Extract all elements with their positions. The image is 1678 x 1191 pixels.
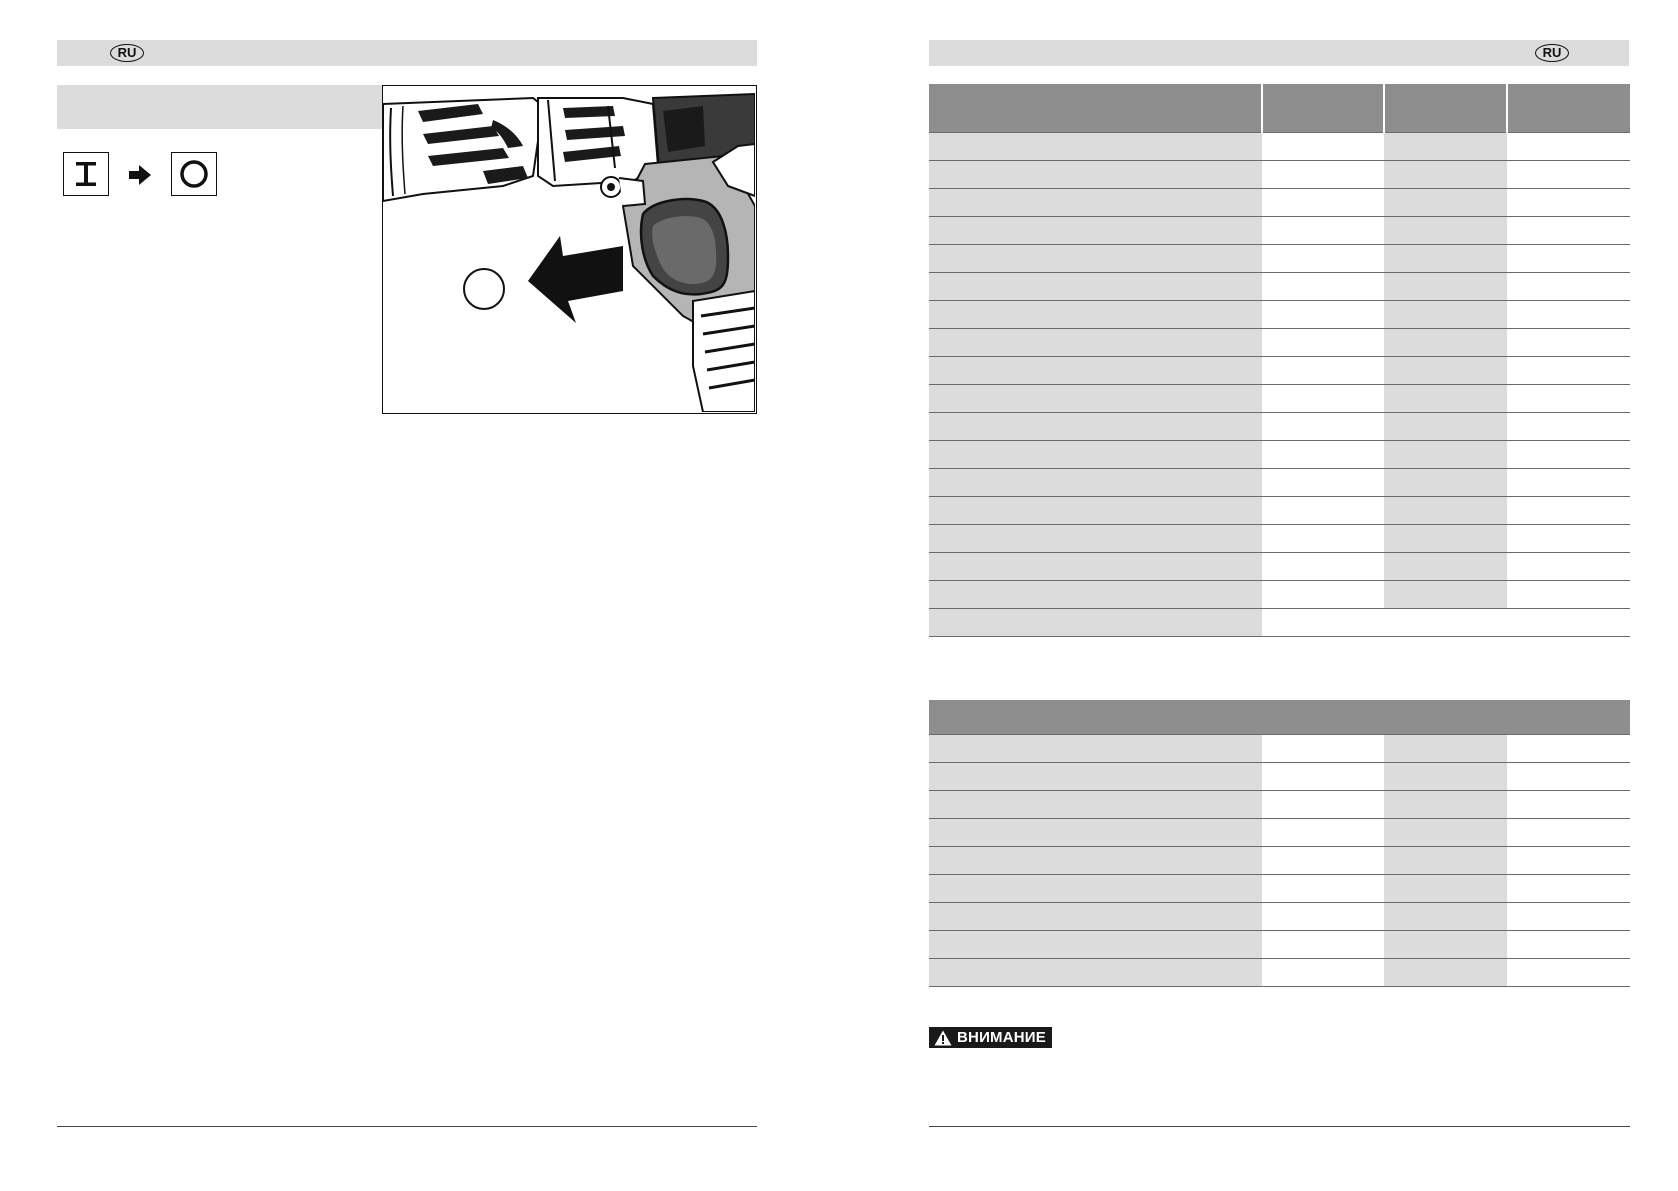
table-cell [929,609,1262,637]
table-cell [1262,525,1384,553]
section-heading [57,85,382,129]
table-row [929,161,1630,189]
table-row [929,609,1630,637]
table-cell [929,525,1262,553]
table-cell [1507,735,1630,763]
language-badge: RU [1535,44,1569,62]
footer-rule [57,1126,757,1127]
table-cell [929,301,1262,329]
table-cell [1507,931,1630,959]
footer-rule [929,1126,1630,1127]
table-cell [1384,791,1507,819]
table-row [929,931,1630,959]
table-cell [1384,497,1507,525]
table-header-row [929,84,1630,133]
callout-circle [464,269,504,309]
table-cell [1384,469,1507,497]
table-header-cell [1384,84,1507,133]
pull-direction-arrow [528,236,623,323]
table-cell [929,763,1262,791]
table-cell [929,413,1262,441]
table-row [929,875,1630,903]
table-row [929,497,1630,525]
table-cell [1262,763,1384,791]
table-cell [1262,581,1384,609]
table-cell [1507,875,1630,903]
table-row [929,959,1630,987]
table-cell [1507,329,1630,357]
table-cell [929,791,1262,819]
table-row [929,581,1630,609]
warning-triangle-icon [934,1030,952,1046]
table-cell [1262,819,1384,847]
table-cell [1507,133,1630,161]
table-cell [1384,413,1507,441]
table-row [929,133,1630,161]
table-cell [1262,875,1384,903]
table-row [929,273,1630,301]
table-row [929,763,1630,791]
language-bar [57,40,757,66]
table-row [929,819,1630,847]
table-cell [929,581,1262,609]
table-cell [1262,735,1384,763]
table-cell [1384,441,1507,469]
table-cell [929,469,1262,497]
table-cell [929,441,1262,469]
table-cell [1262,217,1384,245]
table-cell [1384,217,1507,245]
table-cell [1262,329,1384,357]
table-cell [1262,273,1384,301]
table-cell [1507,903,1630,931]
table-row [929,385,1630,413]
technical-data-table [929,84,1630,637]
table-header-cell [1262,84,1384,133]
table-cell [1507,791,1630,819]
table-cell [929,133,1262,161]
table-cell [1507,847,1630,875]
table-cell [1262,245,1384,273]
table-cell [1262,133,1384,161]
switch-off-O-icon [171,152,217,196]
table-row [929,301,1630,329]
table-cell [1262,959,1384,987]
table-cell [1384,161,1507,189]
table-row [929,357,1630,385]
table-header-cell [1507,84,1630,133]
language-bar [929,40,1629,66]
table-row [929,791,1630,819]
table-cell [1384,133,1507,161]
table-cell [929,959,1262,987]
table-cell [1507,553,1630,581]
table-row [929,903,1630,931]
table-cell [1507,273,1630,301]
table-cell [1384,189,1507,217]
table-cell [1507,959,1630,987]
warning-badge [929,1027,1052,1048]
table-header-cell [929,84,1262,133]
table-cell [1384,245,1507,273]
table-cell [1262,189,1384,217]
warning-label: ВНИМАНИЕ [957,1029,1046,1046]
table-cell [1507,441,1630,469]
table-cell [1262,441,1384,469]
right-page [839,0,1678,1191]
table-cell [1262,161,1384,189]
table-row [929,847,1630,875]
switch-on-I-icon [63,152,109,196]
table-cell [1262,931,1384,959]
table-cell [1507,385,1630,413]
table-cell [1262,497,1384,525]
table-cell [1384,357,1507,385]
table-cell [1507,763,1630,791]
table-cell [1262,903,1384,931]
table-row [929,441,1630,469]
table-cell [1384,931,1507,959]
table-cell [929,329,1262,357]
table-cell [1262,791,1384,819]
table-cell [929,357,1262,385]
table-cell [1507,819,1630,847]
table-cell [1507,245,1630,273]
table-cell [929,245,1262,273]
table-cell [929,385,1262,413]
table-cell [929,217,1262,245]
table-header-cell [929,700,1630,735]
table-cell [1384,301,1507,329]
table-cell [1262,385,1384,413]
table-cell [929,903,1262,931]
table-cell [1507,217,1630,245]
table-cell [1507,161,1630,189]
table-cell [1262,357,1384,385]
drill-trigger-figure [382,85,757,414]
language-badge: RU [110,44,144,62]
table-cell [1384,763,1507,791]
table-row [929,245,1630,273]
table-cell [1507,357,1630,385]
table-cell [1507,469,1630,497]
table-cell [929,931,1262,959]
table-cell [929,189,1262,217]
table-row [929,413,1630,441]
table-cell [929,847,1262,875]
table-cell [1384,847,1507,875]
table-cell [1384,903,1507,931]
table-cell [1507,189,1630,217]
table-cell [1384,581,1507,609]
table-cell [1262,553,1384,581]
drill-chuck-and-trigger-illustration [383,86,755,412]
table-cell [1384,735,1507,763]
table-cell [929,819,1262,847]
table-row [929,217,1630,245]
table-row [929,189,1630,217]
table-row [929,553,1630,581]
table-cell-merged [1262,609,1630,637]
noise-vibration-table [929,700,1630,987]
table-cell [1384,273,1507,301]
table-cell [1507,581,1630,609]
table-cell [1262,301,1384,329]
table-cell [1507,497,1630,525]
right-arrow-icon [128,164,152,186]
table-cell [1262,413,1384,441]
table-cell [929,161,1262,189]
table-cell [929,875,1262,903]
table-row [929,735,1630,763]
table-cell [1384,553,1507,581]
table-cell [1262,847,1384,875]
table-cell [1507,301,1630,329]
table-cell [929,553,1262,581]
table-row [929,525,1630,553]
table-cell [1262,469,1384,497]
table-cell [1384,819,1507,847]
table-cell [1507,525,1630,553]
table-cell [1384,329,1507,357]
table-cell [1384,385,1507,413]
table-header-row [929,700,1630,735]
table-cell [929,735,1262,763]
table-row [929,329,1630,357]
table-row [929,469,1630,497]
table-cell [1507,413,1630,441]
table-cell [929,497,1262,525]
table-cell [1384,875,1507,903]
table-cell [929,273,1262,301]
table-cell [1384,525,1507,553]
table-cell [1384,959,1507,987]
